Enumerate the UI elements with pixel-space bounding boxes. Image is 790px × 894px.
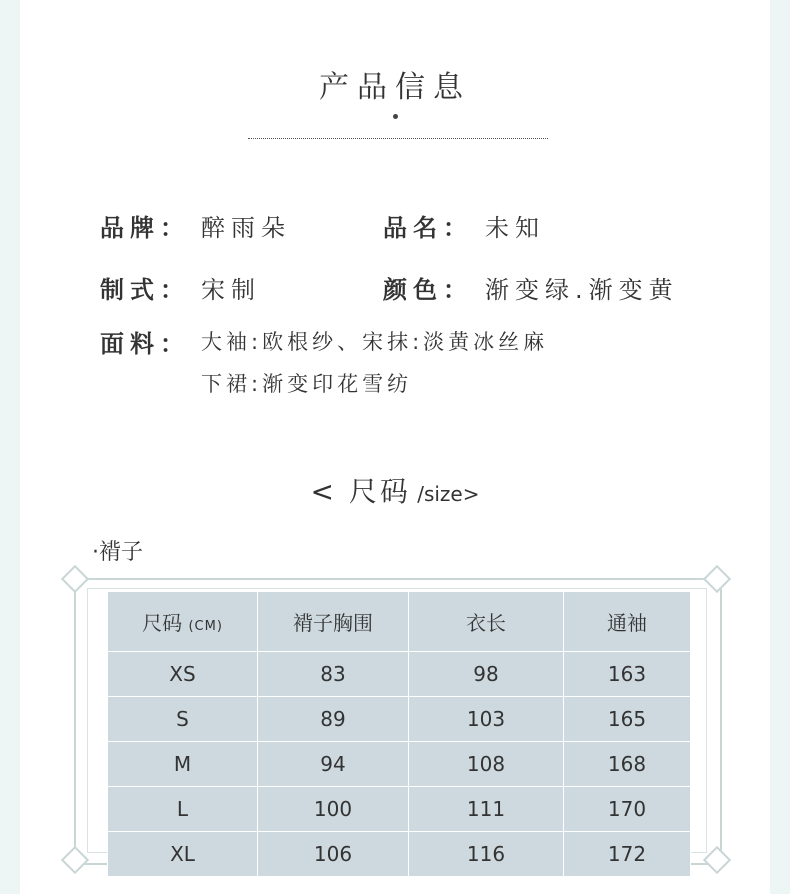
cell-sleeve: 163 <box>564 652 691 697</box>
size-heading-main: < 尺码 <box>310 475 411 508</box>
product-name-value: 未知 <box>485 214 545 242</box>
fabric-line-2: 下裙:渐变印花雪纺 <box>201 372 413 396</box>
header-bust: 褙子胸围 <box>258 592 409 652</box>
page-title: 产品信息 <box>319 70 471 105</box>
product-name-label: 品名： <box>383 214 473 242</box>
cell-size: S <box>108 697 258 742</box>
fabric-line-1: 大袖:欧根纱、宋抹:淡黄冰丝麻 <box>201 330 549 354</box>
table-row <box>108 787 691 832</box>
cell-length: 111 <box>409 787 564 832</box>
cell-sleeve: 168 <box>564 742 691 787</box>
table-row <box>108 832 691 877</box>
fabric-label: 面料： <box>100 330 190 358</box>
cell-sleeve: 165 <box>564 697 691 742</box>
header-size-label: 尺码 <box>142 611 183 635</box>
table-row <box>108 697 691 742</box>
cell-sleeve: 170 <box>564 787 691 832</box>
cell-bust: 89 <box>258 697 409 742</box>
cell-bust: 106 <box>258 832 409 877</box>
cell-size: XL <box>108 832 258 877</box>
size-table <box>107 591 691 877</box>
size-heading <box>0 470 790 510</box>
size-heading-sub: /size> <box>410 482 480 506</box>
header-sleeve: 通袖 <box>564 592 691 652</box>
style-value: 宋制 <box>201 276 261 304</box>
brand-label: 品牌： <box>100 214 190 242</box>
cell-sleeve: 172 <box>564 832 691 877</box>
table-row <box>108 652 691 697</box>
color-label: 颜色： <box>383 276 473 304</box>
table-header-row <box>108 592 691 652</box>
title-dot-ornament <box>393 114 398 119</box>
color-value: 渐变绿.渐变黄 <box>485 276 679 304</box>
cell-length: 108 <box>409 742 564 787</box>
title-divider <box>248 138 548 139</box>
brand-value: 醉雨朵 <box>201 214 291 242</box>
cell-length: 116 <box>409 832 564 877</box>
cell-bust: 83 <box>258 652 409 697</box>
cell-bust: 100 <box>258 787 409 832</box>
header-length: 衣长 <box>409 592 564 652</box>
cell-length: 103 <box>409 697 564 742</box>
cell-size: XS <box>108 652 258 697</box>
header-size <box>108 592 258 652</box>
cell-length: 98 <box>409 652 564 697</box>
style-label: 制式： <box>100 276 190 304</box>
cell-bust: 94 <box>258 742 409 787</box>
table-row <box>108 742 691 787</box>
cell-size: M <box>108 742 258 787</box>
header-unit: (CM) <box>188 619 223 634</box>
garment-section-label: ·褙子 <box>92 540 143 565</box>
cell-size: L <box>108 787 258 832</box>
